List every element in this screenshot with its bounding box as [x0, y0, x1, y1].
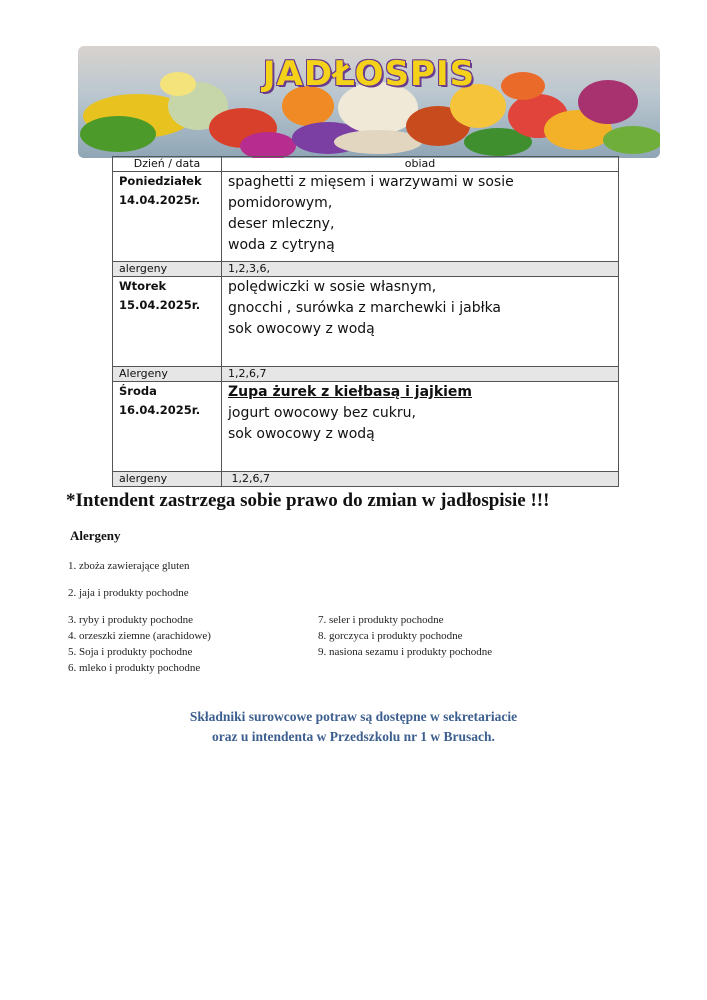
allergen-item: 1. zboża zawierające gluten [68, 560, 190, 572]
change-notice: *Intendent zastrzega sobie prawo do zmian w jadłospisie !!! [66, 490, 550, 511]
allergen-codes: 1,2,6,7 [222, 472, 619, 487]
allergen-label: alergeny [113, 262, 222, 277]
menu-table [112, 156, 619, 487]
day-cell [113, 172, 222, 262]
footer-line: oraz u intendenta w Przedszkolu nr 1 w Brusach. [212, 729, 495, 744]
banner-image [78, 46, 660, 158]
allergen-row [113, 472, 619, 487]
allergen-item: 5. Soja i produkty pochodne [68, 646, 193, 658]
allergen-item: 6. mleko i produkty pochodne [68, 662, 201, 674]
meal-line: spaghetti z mięsem i warzywami w sosie pomidorowym, [228, 174, 514, 211]
meal-cell [222, 172, 619, 262]
allergen-item: 9. nasiona sezamu i produkty pochodne [318, 646, 493, 658]
table-row-tuesday [113, 277, 619, 367]
day-date: 15.04.2025r. [119, 298, 201, 312]
day-name: Poniedziałek [119, 174, 202, 188]
header-meal: obiad [222, 157, 619, 172]
allergen-item: 2. jaja i produkty pochodne [68, 587, 189, 599]
allergen-label: Alergeny [113, 367, 222, 382]
meal-line: sok owocowy z wodą [228, 426, 375, 442]
allergen-item: 4. orzeszki ziemne (arachidowe) [68, 630, 211, 642]
meal-cell [222, 277, 619, 367]
footer-line: Składniki surowcowe potraw są dostępne w sekretariacie [189, 709, 518, 724]
day-date: 16.04.2025r. [119, 403, 201, 417]
allergen-codes: 1,2,3,6, [222, 262, 619, 277]
allergen-list-title: Alergeny [70, 528, 121, 543]
day-date: 14.04.2025r. [119, 193, 201, 207]
table-row-wednesday [113, 382, 619, 472]
day-name: Środa [119, 384, 157, 398]
page-title: JADŁOSPIS [262, 54, 476, 94]
meal-line: sok owocowy z wodą [228, 321, 375, 337]
allergen-row [113, 262, 619, 277]
meal-line: woda z cytryną [228, 237, 335, 253]
day-cell [113, 382, 222, 472]
header-day: Dzień / data [113, 157, 222, 172]
meal-line: gnocchi , surówka z marchewki i jabłka [228, 300, 502, 316]
allergen-codes: 1,2,6,7 [222, 367, 619, 382]
meal-line: jogurt owocowy bez cukru, [228, 405, 416, 421]
day-name: Wtorek [119, 279, 167, 293]
allergen-row [113, 367, 619, 382]
meal-line: deser mleczny, [228, 216, 335, 232]
allergen-item: 3. ryby i produkty pochodne [68, 614, 193, 626]
meal-line: polędwiczki w sosie własnym, [228, 279, 437, 295]
table-header-row [113, 157, 619, 172]
allergen-label: alergeny [113, 472, 222, 487]
meal-cell [222, 382, 619, 472]
allergen-item: 7. seler i produkty pochodne [318, 614, 444, 626]
allergen-item: 8. gorczyca i produkty pochodne [318, 630, 463, 642]
table-row-monday [113, 172, 619, 262]
meal-line-soup: Zupa żurek z kiełbasą i jajkiem [228, 384, 473, 400]
day-cell [113, 277, 222, 367]
